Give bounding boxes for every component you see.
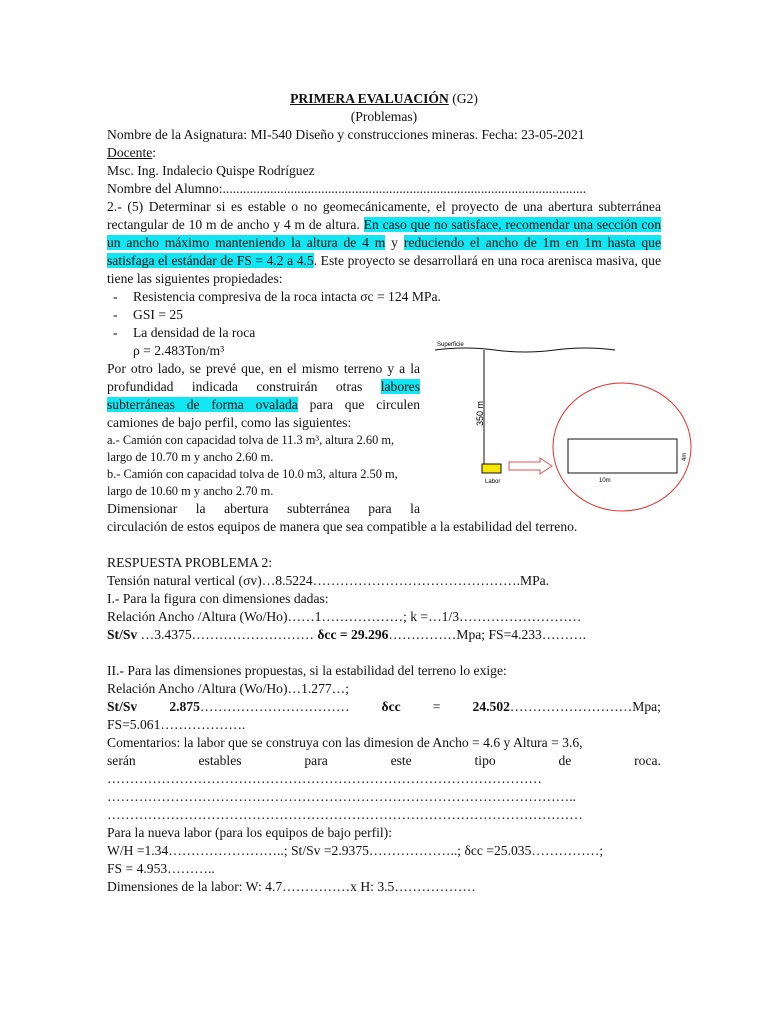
diagram-svg — [425, 336, 765, 516]
part2-relation: Relación Ancho /Altura (Wo/Ho)…1.277…; — [107, 681, 350, 696]
part1-st-label: St/Sv — [107, 627, 138, 642]
part1-st-value: …3.4375……………………… — [137, 627, 318, 642]
width-label: 10m — [599, 478, 611, 484]
paragraph-labores — [107, 360, 420, 432]
height-label: 4m — [682, 452, 688, 461]
part2-st-value: 2.875 — [169, 699, 200, 714]
labor-label: Labor — [485, 479, 501, 485]
part2-results — [107, 698, 661, 716]
depth-label: 350 m — [475, 400, 485, 426]
new-labor-heading: Para la nueva labor (para los equipos de bajo perfil): — [107, 825, 392, 840]
surface-label: Superficie — [437, 342, 464, 348]
comment-word: de — [558, 753, 572, 768]
part1-results — [107, 626, 661, 644]
part2-scc-label: δcc — [381, 699, 401, 714]
new-labor-wh: W/H =1.34……………………..; St/Sv =2.9375………………..; δcc =25.035……………; — [107, 843, 604, 858]
exam-subtitle: (Problemas) — [350, 109, 418, 124]
comment-word: roca. — [634, 753, 661, 768]
property-gsi: GSI = 25 — [133, 307, 183, 322]
para2-text-b: para que circulen camiones de bajo perfil, como las siguientes: — [107, 397, 420, 430]
part1-heading: I.- Para la figura con dimensiones dadas: — [107, 591, 329, 606]
docente-line — [107, 144, 661, 162]
subject-line: Nombre de la Asignatura: MI-540 Diseño y construcciones mineras. Fecha: 23-05-2021 — [107, 127, 585, 142]
docente-name: Msc. Ing. Indalecio Quispe Rodríguez — [107, 163, 315, 178]
part1-scc-label: δcc = 29.296 — [317, 627, 389, 642]
intro-text-c: . Este proyecto se desarrollará en una roca arenisca masiva, que tiene las siguientes propiedades: — [107, 253, 661, 286]
list-item: - GSI = 25 — [113, 307, 183, 322]
part2-equals: = — [432, 699, 441, 714]
property-density: La densidad de la roca — [133, 325, 256, 340]
student-line: Nombre del Alumno:........................................................................................................... — [107, 181, 587, 196]
comment-word: este — [390, 753, 412, 768]
part1-scc-rest: ……………Mpa; FS=4.233………. — [388, 627, 587, 642]
intro-text-b: y — [385, 235, 404, 250]
para2-text-a: Por otro lado, se prevé que, en el mismo terreno y a la profundidad indicada construirán otras — [107, 361, 420, 394]
property-strength: Resistencia compresiva de la roca intacta σc = 124 MPa. — [133, 289, 441, 304]
labor-dimensions: Dimensiones de la labor: W: 4.7……………x H: 3.5……………… — [107, 879, 476, 894]
intro-text-a: 2.- (5) Determinar si es estable o no geomecánicamente, el proyecto de una abertura subterránea rectangular de 10 m de ancho y 4 m de altura. — [107, 199, 661, 232]
left-column — [107, 360, 420, 518]
list-item: - La densidad de la roca — [113, 325, 256, 340]
part1-relation: Relación Ancho /Altura (Wo/Ho)……1………………; k =…1/3……………………… — [107, 609, 582, 624]
dimension-cont: circulación de estos equipos de manera que sea compatible a la estabilidad del terreno. — [107, 519, 578, 534]
part2-scc-rest: ………………………Mpa; — [509, 699, 661, 714]
dots-line-1: …………………………………………………………………………………… — [107, 771, 542, 786]
comments-words — [107, 752, 661, 770]
intro-highlight-1: En caso que no satisface, recomendar una sección con un ancho máximo manteniendo la altura de 4 m — [107, 217, 661, 250]
truck-b: b.- Camión con capacidad tolva de 10.0 m3, altura 2.50 m, largo de 10.60 m y ancho 2.70 m. — [107, 467, 398, 498]
part2-fs: FS=5.061………………. — [107, 717, 246, 732]
arrow-icon — [509, 458, 552, 474]
dots-line-3: …………………………………………………………………………………………… — [107, 807, 583, 822]
list-item: - Resistencia compresiva de la roca intacta σc = 124 MPa. — [113, 289, 441, 304]
exam-title: PRIMERA EVALUACIÓN — [290, 91, 449, 106]
comment-word: tipo — [474, 753, 496, 768]
dimension-line: Dimensionar la abertura subterránea para la — [107, 501, 420, 516]
answer-heading: RESPUESTA PROBLEMA 2: — [107, 555, 273, 570]
comment-word: serán — [107, 753, 136, 768]
density-value: ρ = 2.483Ton/m³ — [133, 343, 225, 358]
docente-label: Docente — [107, 145, 153, 160]
docente-colon: : — [152, 145, 157, 160]
excavation-rect — [568, 439, 677, 473]
comments-line: Comentarios: la labor que se construya con las dimesion de Ancho = 4.6 y Altura = 3.6, — [107, 735, 583, 750]
excavation-diagram — [425, 336, 765, 516]
comment-word: para — [304, 753, 328, 768]
part2-heading: II.- Para las dimensiones propuestas, si la estabilidad del terreno lo exige: — [107, 663, 507, 678]
surface-line — [435, 348, 615, 352]
truck-a: a.- Camión con capacidad tolva de 11.3 m³, altura 2.60 m, largo de 10.70 m y ancho 2.60 m. — [107, 433, 395, 464]
part2-scc-value: 24.502 — [472, 699, 510, 714]
exam-group: (G2) — [452, 91, 478, 106]
para2-highlight: labores subterráneas de forma ovalada — [107, 379, 420, 412]
part2-st-dots: …………………………… — [199, 699, 350, 714]
comment-word: estables — [198, 753, 242, 768]
labor-box — [482, 464, 501, 473]
problem-intro — [107, 198, 661, 288]
intro-highlight-2: reduciendo el ancho de 1m en 1m hasta que satisfaga el estándar de FS = 4.2 a 4.5 — [107, 235, 662, 268]
dots-line-2: ………………………………………………………………………………………….. — [107, 789, 576, 804]
page-title — [107, 90, 661, 108]
part2-st-label: St/Sv — [107, 699, 138, 714]
new-labor-fs: FS = 4.953……….. — [107, 861, 215, 876]
tension-line: Tensión natural vertical (σv)…8.5224……………………………………….MPa. — [107, 573, 550, 588]
